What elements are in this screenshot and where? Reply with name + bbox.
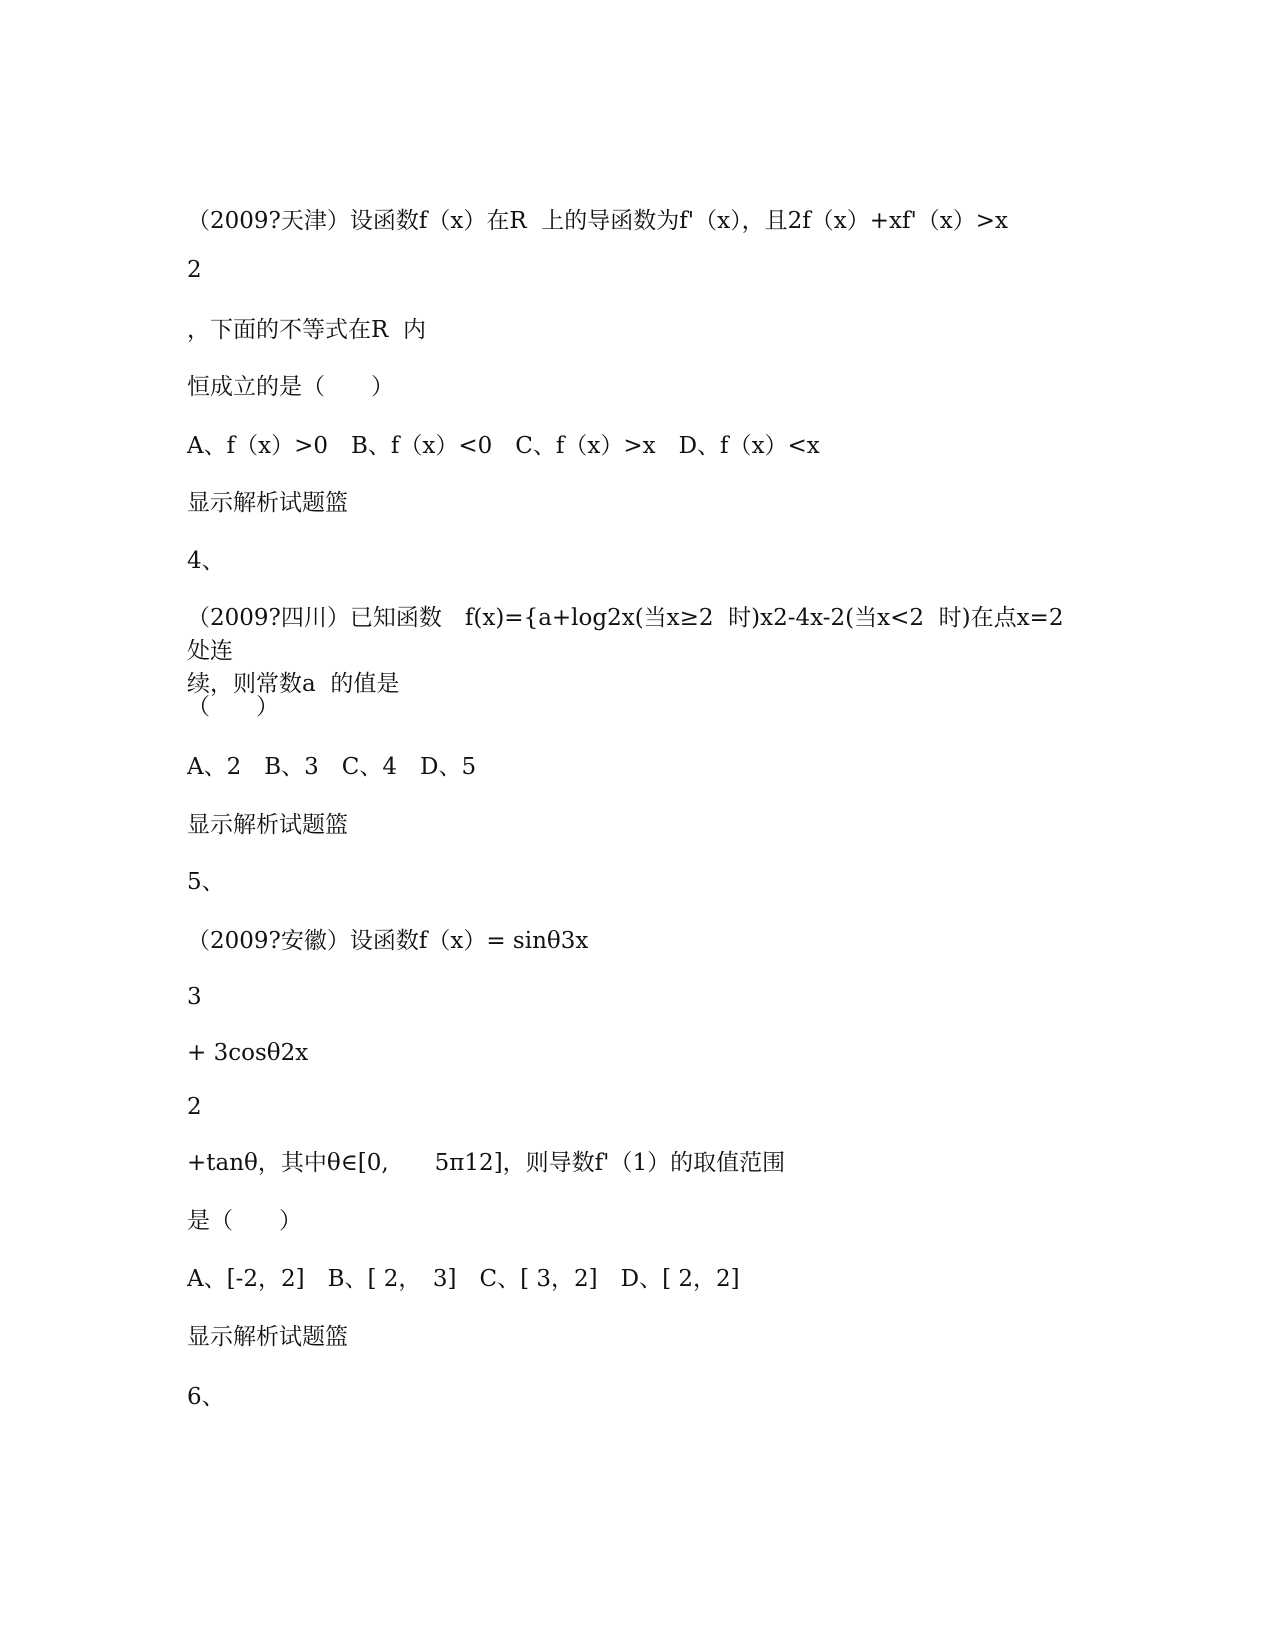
question-5-number: 5、: [187, 869, 225, 895]
question-5-superscript-1: 3: [187, 984, 202, 1010]
question-4-options: A、2 B、3 C、4 D、5: [187, 754, 477, 780]
question-5-stem-line-1: （2009?安徽）设函数f（x）= sinθ3x: [187, 928, 589, 954]
question-6-number: 6、: [187, 1384, 225, 1410]
question-3-superscript: 2: [187, 257, 202, 283]
question-3-stem-line-1: （2009?天津）设函数f（x）在R 上的导函数为f'（x），且2f（x）+xf'（x）>x: [187, 208, 1009, 234]
question-5-stem-line-3: +tanθ，其中θ∈[0, 5π12]，则导数f'（1）的取值范围: [187, 1150, 786, 1176]
question-4-show-analysis-link[interactable]: 显示解析试题篮: [187, 812, 348, 838]
question-4-stem: （2009?四川）已知函数 f(x)={a+log2x(当x≥2 时)x2-4x-2(当x<2 时)在点x=2 处连 续，则常数a 的值是: [187, 605, 1064, 697]
question-3-stem-line-2: ，下面的不等式在R 内: [187, 317, 426, 343]
question-5-superscript-2: 2: [187, 1094, 202, 1120]
question-4-parentheses: （ ）: [187, 694, 279, 720]
question-3-show-analysis-link[interactable]: 显示解析试题篮: [187, 490, 348, 516]
question-5-show-analysis-link[interactable]: 显示解析试题篮: [187, 1324, 348, 1350]
question-5-options: A、[-2，2] B、[ 2， 3] C、[ 3，2] D、[ 2，2]: [187, 1266, 740, 1292]
question-5-stem-line-4: 是（ ）: [187, 1208, 302, 1234]
question-3-stem-line-3: 恒成立的是（ ）: [187, 374, 394, 400]
question-4-number: 4、: [187, 548, 225, 574]
question-5-stem-line-2: + 3cosθ2x: [187, 1040, 309, 1066]
question-3-options: A、f（x）>0 B、f（x）<0 C、f（x）>x D、f（x）<x: [187, 433, 820, 459]
